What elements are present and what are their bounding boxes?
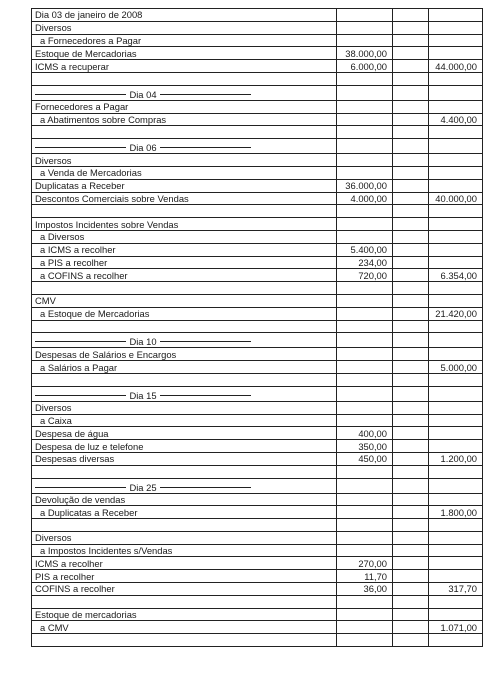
account-name: Descontos Comerciais sobre Vendas (32, 192, 337, 205)
empty-cell (32, 373, 337, 386)
divider-line-right (160, 341, 251, 342)
empty-cell (429, 373, 483, 386)
empty-cell (337, 608, 393, 621)
empty-cell (337, 493, 393, 506)
credit-total-amount: 40.000,00 (429, 192, 483, 205)
empty-cell (393, 243, 429, 256)
credit-account-name: a ICMS a recolher (32, 243, 337, 256)
divider-line-right (160, 147, 251, 148)
empty-cell (393, 218, 429, 231)
ledger-row (32, 34, 483, 47)
empty-cell (393, 154, 429, 167)
debit-amount: 450,00 (337, 452, 393, 465)
empty-cell (337, 595, 393, 608)
debit-amount: 4.000,00 (337, 192, 393, 205)
empty-cell (429, 544, 483, 557)
empty-cell (429, 386, 483, 401)
empty-cell (337, 519, 393, 532)
blank-row (32, 282, 483, 295)
empty-cell (393, 583, 429, 596)
empty-cell (393, 478, 429, 493)
ledger-row (32, 192, 483, 205)
empty-cell (337, 205, 393, 218)
credit-account-name: a Caixa (32, 414, 337, 427)
credit-total-amount: 21.420,00 (429, 307, 483, 320)
ledger-row (32, 401, 483, 414)
credit-total-amount: 1.071,00 (429, 621, 483, 634)
empty-cell (393, 386, 429, 401)
ledger-row (32, 256, 483, 269)
empty-cell (429, 282, 483, 295)
empty-cell (393, 493, 429, 506)
blank-row (32, 595, 483, 608)
empty-cell (393, 414, 429, 427)
ledger-row (32, 544, 483, 557)
empty-cell (429, 34, 483, 47)
date-divider-cell (32, 333, 337, 348)
empty-cell (32, 282, 337, 295)
empty-cell (32, 72, 337, 85)
empty-cell (429, 333, 483, 348)
empty-cell (429, 531, 483, 544)
empty-cell (429, 256, 483, 269)
debit-amount: 234,00 (337, 256, 393, 269)
empty-cell (337, 100, 393, 113)
account-name: Duplicatas a Receber (32, 179, 337, 192)
empty-cell (429, 243, 483, 256)
debit-amount: 36.000,00 (337, 179, 393, 192)
empty-cell (393, 361, 429, 374)
ledger-row (32, 113, 483, 126)
credit-account-name: a Estoque de Mercadorias (32, 307, 337, 320)
empty-cell (337, 282, 393, 295)
credit-total-amount: 44.000,00 (429, 60, 483, 73)
empty-cell (337, 72, 393, 85)
empty-cell (337, 401, 393, 414)
ledger-row (32, 608, 483, 621)
empty-cell (337, 465, 393, 478)
empty-cell (337, 9, 393, 22)
blank-row (32, 72, 483, 85)
empty-cell (393, 427, 429, 440)
empty-cell (429, 85, 483, 100)
ledger-row (32, 179, 483, 192)
empty-cell (429, 47, 483, 60)
empty-cell (393, 544, 429, 557)
empty-cell (393, 192, 429, 205)
empty-cell (393, 401, 429, 414)
empty-cell (393, 452, 429, 465)
empty-cell (393, 608, 429, 621)
empty-cell (429, 414, 483, 427)
empty-cell (393, 307, 429, 320)
empty-cell (393, 557, 429, 570)
empty-cell (337, 218, 393, 231)
ledger-row (32, 570, 483, 583)
empty-cell (337, 139, 393, 154)
empty-cell (393, 60, 429, 73)
empty-cell (429, 154, 483, 167)
ledger-row (32, 307, 483, 320)
empty-cell (337, 166, 393, 179)
empty-cell (429, 100, 483, 113)
empty-cell (429, 230, 483, 243)
empty-cell (393, 100, 429, 113)
account-name: ICMS a recolher (32, 557, 337, 570)
ledger-row (32, 583, 483, 596)
empty-cell (429, 595, 483, 608)
divider-line-left (35, 341, 126, 342)
date-label: Dia 15 (129, 389, 157, 401)
date-divider (35, 390, 251, 401)
empty-cell (337, 294, 393, 307)
empty-cell (393, 282, 429, 295)
empty-cell (393, 72, 429, 85)
divider-line-left (35, 487, 126, 488)
empty-cell (32, 595, 337, 608)
empty-cell (429, 320, 483, 333)
date-divider-row (32, 85, 483, 100)
journal-ledger-body (32, 9, 483, 647)
debit-amount: 720,00 (337, 269, 393, 282)
empty-cell (337, 21, 393, 34)
empty-cell (337, 544, 393, 557)
empty-cell (393, 205, 429, 218)
blank-row (32, 126, 483, 139)
account-name: Despesa de água (32, 427, 337, 440)
account-name: Impostos Incidentes sobre Vendas (32, 218, 337, 231)
account-name: Despesa de luz e telefone (32, 440, 337, 453)
divider-line-left (35, 94, 126, 95)
ledger-row (32, 427, 483, 440)
empty-cell (32, 519, 337, 532)
account-name: Devolução de vendas (32, 493, 337, 506)
empty-cell (393, 269, 429, 282)
empty-cell (337, 320, 393, 333)
ledger-row (32, 440, 483, 453)
empty-cell (393, 595, 429, 608)
empty-cell (337, 414, 393, 427)
empty-cell (393, 531, 429, 544)
empty-cell (337, 478, 393, 493)
empty-cell (393, 85, 429, 100)
empty-cell (393, 294, 429, 307)
empty-cell (429, 465, 483, 478)
credit-account-name: a Abatimentos sobre Compras (32, 113, 337, 126)
account-name: Estoque de Mercadorias (32, 47, 337, 60)
debit-amount: 270,00 (337, 557, 393, 570)
ledger-row (32, 493, 483, 506)
empty-cell (393, 348, 429, 361)
ledger-row (32, 294, 483, 307)
ledger-row (32, 414, 483, 427)
debit-amount: 400,00 (337, 427, 393, 440)
date-divider-cell (32, 139, 337, 154)
ledger-row (32, 218, 483, 231)
blank-row (32, 465, 483, 478)
empty-cell (393, 320, 429, 333)
ledger-row (32, 230, 483, 243)
credit-account-name: a CMV (32, 621, 337, 634)
ledger-row (32, 9, 483, 22)
empty-cell (429, 608, 483, 621)
credit-account-name: a Impostos Incidentes s/Vendas (32, 544, 337, 557)
ledger-row (32, 452, 483, 465)
account-name: COFINS a recolher (32, 583, 337, 596)
ledger-row (32, 154, 483, 167)
empty-cell (337, 634, 393, 647)
empty-cell (429, 478, 483, 493)
empty-cell (393, 34, 429, 47)
empty-cell (337, 333, 393, 348)
account-name: Diversos (32, 21, 337, 34)
divider-line-left (35, 147, 126, 148)
empty-cell (429, 139, 483, 154)
empty-cell (337, 307, 393, 320)
empty-cell (429, 519, 483, 532)
account-name: CMV (32, 294, 337, 307)
empty-cell (429, 126, 483, 139)
empty-cell (429, 557, 483, 570)
empty-cell (337, 386, 393, 401)
credit-total-amount: 1.200,00 (429, 452, 483, 465)
empty-cell (429, 440, 483, 453)
account-name: Diversos (32, 154, 337, 167)
ledger-row (32, 21, 483, 34)
account-name: Estoque de mercadorias (32, 608, 337, 621)
date-divider (35, 142, 251, 153)
blank-row (32, 519, 483, 532)
credit-total-amount: 1.800,00 (429, 506, 483, 519)
credit-account-name: a Venda de Mercadorias (32, 166, 337, 179)
empty-cell (393, 166, 429, 179)
divider-line-right (160, 395, 251, 396)
account-name: Diversos (32, 401, 337, 414)
empty-cell (32, 465, 337, 478)
date-divider-cell (32, 386, 337, 401)
date-divider-cell (32, 478, 337, 493)
empty-cell (337, 154, 393, 167)
ledger-row (32, 531, 483, 544)
date-label: Dia 06 (129, 142, 157, 154)
date-divider-cell (32, 85, 337, 100)
empty-cell (393, 256, 429, 269)
empty-cell (429, 205, 483, 218)
ledger-row (32, 100, 483, 113)
journal-ledger-table (31, 8, 483, 647)
empty-cell (393, 373, 429, 386)
ledger-row (32, 557, 483, 570)
empty-cell (393, 506, 429, 519)
empty-cell (429, 570, 483, 583)
credit-total-amount: 4.400,00 (429, 113, 483, 126)
empty-cell (337, 361, 393, 374)
account-name: PIS a recolher (32, 570, 337, 583)
account-name: Despesas diversas (32, 452, 337, 465)
empty-cell (429, 493, 483, 506)
account-name: ICMS a recuperar (32, 60, 337, 73)
empty-cell (429, 179, 483, 192)
ledger-row (32, 269, 483, 282)
date-label: Dia 10 (129, 336, 157, 348)
date-divider (35, 482, 251, 493)
ledger-row (32, 621, 483, 634)
date-divider (35, 89, 251, 100)
blank-row (32, 634, 483, 647)
empty-cell (337, 348, 393, 361)
empty-cell (393, 440, 429, 453)
empty-cell (429, 218, 483, 231)
account-name: Diversos (32, 531, 337, 544)
credit-total-amount: 317,70 (429, 583, 483, 596)
debit-amount: 38.000,00 (337, 47, 393, 60)
debit-amount: 11,70 (337, 570, 393, 583)
empty-cell (393, 139, 429, 154)
empty-cell (429, 401, 483, 414)
ledger-row (32, 348, 483, 361)
empty-cell (393, 126, 429, 139)
empty-cell (337, 373, 393, 386)
empty-cell (393, 333, 429, 348)
empty-cell (337, 113, 393, 126)
credit-account-name: a Fornecedores a Pagar (32, 34, 337, 47)
empty-cell (393, 21, 429, 34)
ledger-row (32, 166, 483, 179)
empty-cell (337, 531, 393, 544)
empty-cell (393, 47, 429, 60)
empty-cell (429, 348, 483, 361)
date-divider-row (32, 386, 483, 401)
date-label: Dia 04 (129, 88, 157, 100)
credit-total-amount: 5.000,00 (429, 361, 483, 374)
empty-cell (429, 427, 483, 440)
empty-cell (429, 634, 483, 647)
empty-cell (429, 72, 483, 85)
empty-cell (337, 621, 393, 634)
empty-cell (393, 179, 429, 192)
account-name: Dia 03 de janeiro de 2008 (32, 9, 337, 22)
ledger-row (32, 243, 483, 256)
empty-cell (393, 519, 429, 532)
empty-cell (32, 205, 337, 218)
account-name: Despesas de Salários e Encargos (32, 348, 337, 361)
empty-cell (429, 21, 483, 34)
ledger-row (32, 47, 483, 60)
empty-cell (429, 166, 483, 179)
empty-cell (393, 570, 429, 583)
empty-cell (393, 621, 429, 634)
empty-cell (337, 230, 393, 243)
account-name: Fornecedores a Pagar (32, 100, 337, 113)
ledger-row (32, 506, 483, 519)
ledger-row (32, 361, 483, 374)
date-label: Dia 25 (129, 481, 157, 493)
empty-cell (32, 320, 337, 333)
empty-cell (32, 126, 337, 139)
date-divider-row (32, 139, 483, 154)
credit-total-amount: 6.354,00 (429, 269, 483, 282)
blank-row (32, 373, 483, 386)
credit-account-name: a Diversos (32, 230, 337, 243)
empty-cell (429, 294, 483, 307)
ledger-row (32, 60, 483, 73)
divider-line-left (35, 395, 126, 396)
empty-cell (337, 34, 393, 47)
credit-account-name: a COFINS a recolher (32, 269, 337, 282)
empty-cell (337, 506, 393, 519)
debit-amount: 36,00 (337, 583, 393, 596)
empty-cell (393, 465, 429, 478)
empty-cell (393, 113, 429, 126)
empty-cell (393, 9, 429, 22)
empty-cell (337, 126, 393, 139)
date-divider-row (32, 478, 483, 493)
empty-cell (393, 230, 429, 243)
empty-cell (32, 634, 337, 647)
credit-account-name: a Salários a Pagar (32, 361, 337, 374)
debit-amount: 5.400,00 (337, 243, 393, 256)
credit-account-name: a PIS a recolher (32, 256, 337, 269)
empty-cell (337, 85, 393, 100)
debit-amount: 6.000,00 (337, 60, 393, 73)
blank-row (32, 205, 483, 218)
credit-account-name: a Duplicatas a Receber (32, 506, 337, 519)
date-divider-row (32, 333, 483, 348)
debit-amount: 350,00 (337, 440, 393, 453)
empty-cell (429, 9, 483, 22)
date-divider (35, 336, 251, 347)
blank-row (32, 320, 483, 333)
empty-cell (393, 634, 429, 647)
divider-line-right (160, 94, 251, 95)
divider-line-right (160, 487, 251, 488)
